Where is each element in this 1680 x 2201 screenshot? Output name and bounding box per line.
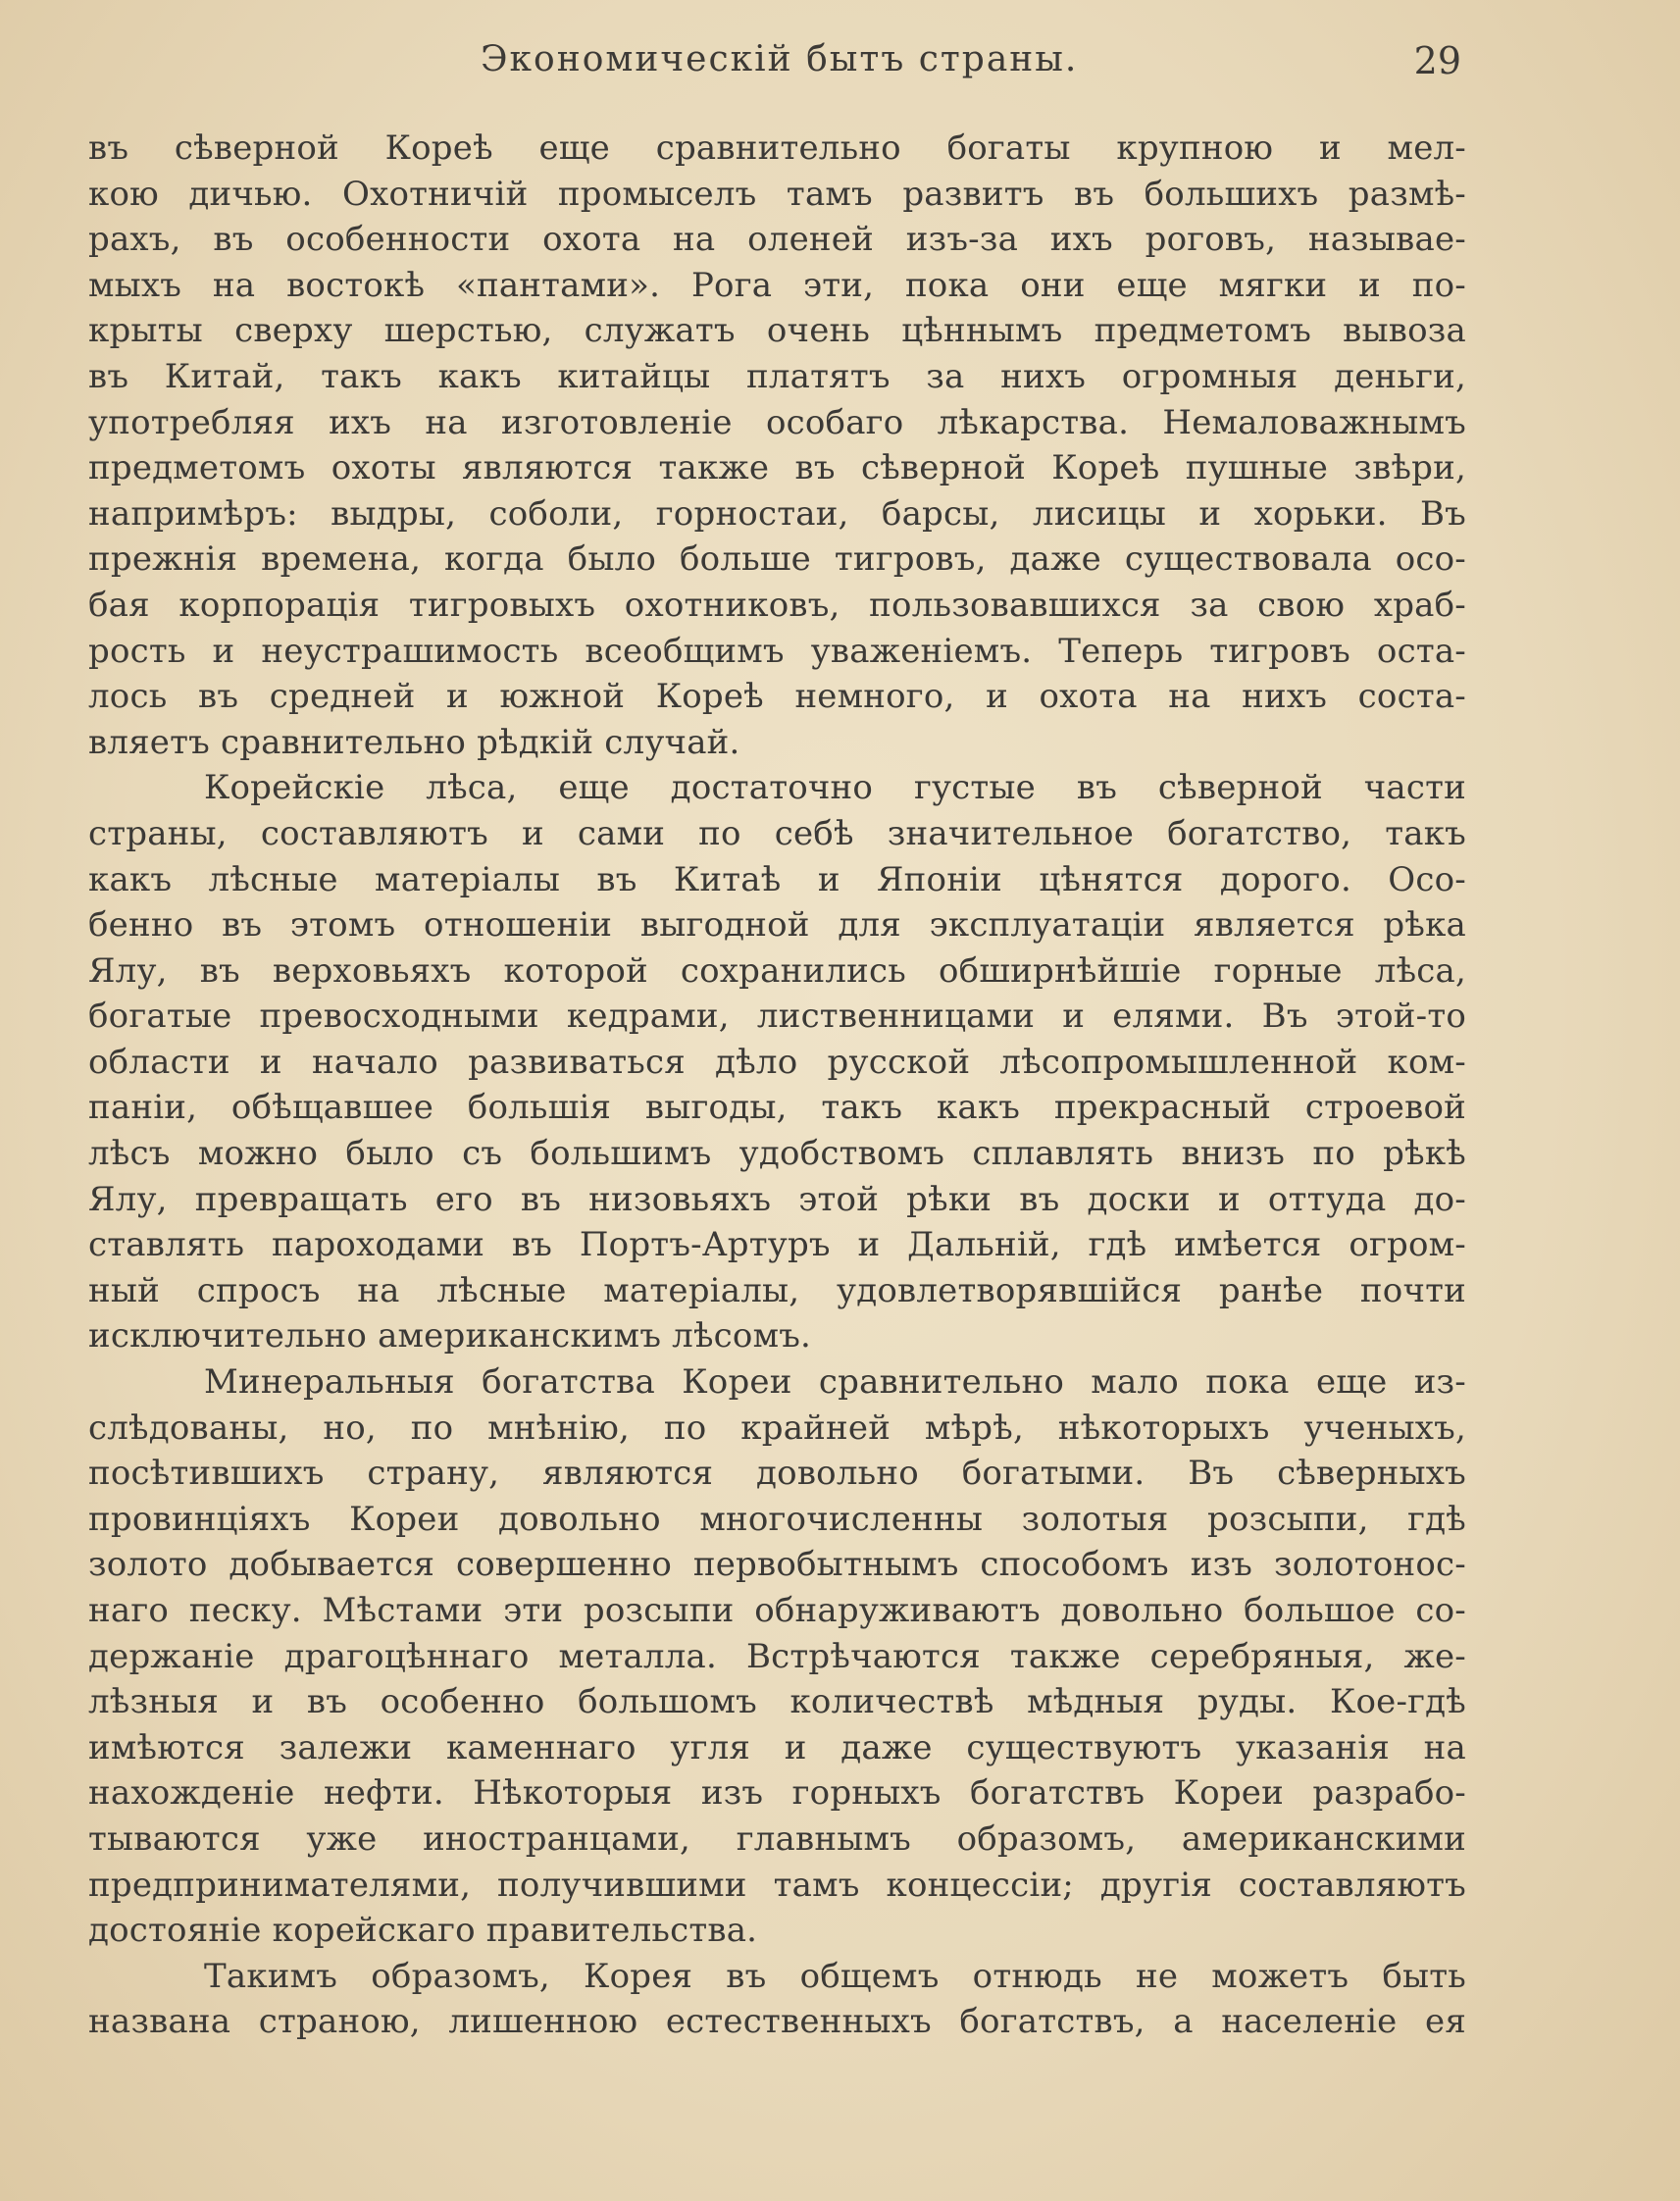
text-line: напримѣръ: выдры, соболи, горностаи, барсы, лисицы и хорьки. Въ [88,493,1466,534]
text-line: Минеральныя богатства Кореи сравнительно мало пока еще из- [204,1362,1466,1403]
text-line: предпринимателями, получившими тамъ концессіи; другія составляютъ [88,1865,1466,1905]
text-line: наго песку. Мѣстами эти розсыпи обнаруживаютъ довольно большое со- [88,1591,1466,1630]
text-line: лѣсъ можно было съ большимъ удобствомъ сплавлять внизъ по рѣкѣ [88,1134,1466,1174]
text-line: Корейскіе лѣса, еще достаточно густые въ сѣверной части [204,768,1466,808]
text-line: исключительно американскимъ лѣсомъ. [88,1316,812,1356]
body-text [88,126,1466,2045]
text-line: прежнія времена, когда было больше тигровъ, даже существовала осо- [88,539,1466,580]
text-line: кою дичью. Охотничій промыселъ тамъ развитъ въ большихъ размѣ- [88,174,1466,214]
text-line: области и начало развиваться дѣло русской лѣсопромышленной ком- [88,1042,1466,1082]
text-line: бенно въ этомъ отношеніи выгодной для эксплуатаціи является рѣка [88,905,1466,946]
text-line: лось въ средней и южной Кореѣ немного, и охота на нихъ соста- [88,677,1466,717]
running-title: Экономическій бытъ страны. [481,39,1079,79]
text-line: паніи, обѣщавшее большія выгоды, такъ какъ прекрасный строевой [88,1088,1466,1128]
text-line: провинціяхъ Кореи довольно многочисленны золотыя розсыпи, гдѣ [88,1499,1466,1539]
text-line: слѣдованы, но, по мнѣнію, по крайней мѣрѣ, нѣкоторыхъ ученыхъ, [88,1408,1466,1448]
text-line: страны, составляютъ и сами по себѣ значительное богатство, такъ [88,813,1466,853]
text-line: золото добывается совершенно первобытнымъ способомъ изъ золотонос- [88,1545,1466,1585]
text-line: Ялу, въ верховьяхъ которой сохранились обширнѣйшіе горные лѣса, [88,950,1466,991]
text-line: Такимъ образомъ, Корея въ общемъ отнюдь не можетъ быть [204,1956,1466,1996]
text-line: названа страною, лишенною естественныхъ богатствъ, а населеніе ея [88,2002,1466,2042]
text-line: предметомъ охоты являются также въ сѣверной Кореѣ пушные звѣри, [88,448,1466,488]
text-line: Ялу, превращать его въ низовьяхъ этой рѣки въ доски и оттуда до- [88,1179,1466,1219]
page-header [88,39,1461,88]
text-line: употребляя ихъ на изготовленіе особаго лѣкарства. Немаловажнымъ [88,402,1466,442]
text-line: держаніе драгоцѣннаго металла. Встрѣчаются также серебряныя, же- [88,1636,1466,1676]
text-line: крыты сверху шерстью, служатъ очень цѣннымъ предметомъ вывоза [88,311,1466,351]
text-line: бая корпорація тигровыхъ охотниковъ, пользовавшихся за свою храб- [88,585,1466,625]
text-line: въ сѣверной Кореѣ еще сравнительно богаты крупною и мел- [88,128,1466,168]
text-line: вляетъ сравнительно рѣдкій случай. [88,722,740,762]
text-line: рость и неустрашимость всеобщимъ уваженіемъ. Теперь тигровъ оста- [88,631,1466,671]
text-line: нахожденіе нефти. Нѣкоторыя изъ горныхъ богатствъ Кореи разрабо- [88,1773,1466,1814]
page-number: 29 [1413,39,1461,82]
text-line: ставлять пароходами въ Портъ-Артуръ и Дальній, гдѣ имѣется огром- [88,1225,1466,1265]
text-line: богатые превосходными кедрами, лиственницами и елями. Въ этой-то [88,997,1466,1037]
text-line: въ Китай, такъ какъ китайцы платятъ за нихъ огромныя деньги, [88,356,1466,396]
text-line: тываются уже иностранцами, главнымъ образомъ, американскими [88,1818,1466,1859]
text-line: посѣтившихъ страну, являются довольно богатыми. Въ сѣверныхъ [88,1454,1466,1494]
text-line: ный спросъ на лѣсные матеріалы, удовлетворявшійся ранѣе почти [88,1270,1466,1310]
text-line: какъ лѣсные матеріалы въ Китаѣ и Японіи цѣнятся дорого. Осо- [88,859,1466,899]
text-line: рахъ, въ особенности охота на оленей изъ-за ихъ роговъ, называе- [88,220,1466,260]
text-line: достояніе корейскаго правительства. [88,1911,758,1951]
text-line: имѣются залежи каменнаго угля и даже существуютъ указанія на [88,1727,1466,1767]
text-line: мыхъ на востокѣ «пантами». Рога эти, пока они еще мягки и по- [88,265,1466,305]
text-line: лѣзныя и въ особенно большомъ количествѣ мѣдныя руды. Кое-гдѣ [88,1682,1466,1722]
